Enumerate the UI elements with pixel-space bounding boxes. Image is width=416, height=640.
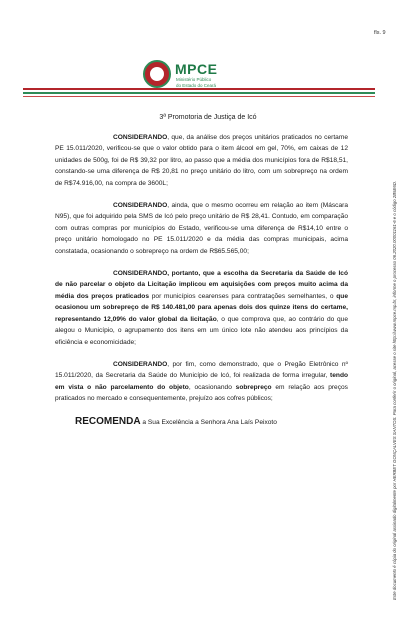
paragraph-2	[55, 200, 348, 257]
document-body	[55, 132, 348, 437]
paragraph-4-text-2: , ocasionando	[188, 383, 236, 391]
paragraph-4-text-1: , por fim, como demonstrado, que o Pregão Eletrônico nº 15.011/2020, da Secretaria da Saúde do Município de Icó, foi realizada de forma irregular,	[55, 360, 348, 380]
logo-title: MPCE	[175, 61, 218, 77]
paragraph-2-text: , ainda, que o mesmo ocorreu em relação ao item (Máscara N95), que foi adquirido pela SMS de Icó pelo preço unitário de R$ 28,41. Contudo, em comparação com outras compras por municípios do Estado, verificou-se uma diferença de R$14,10 entre o preço unitário homologado no PE 15.011/2020 e da média das compras municipais, acima constatada, ocasionando o sobrepreço na ordem de R$65.565,00;	[55, 202, 348, 255]
logo-subtitle-line2: do Estado do Ceará	[176, 82, 217, 88]
paragraph-2-lead: CONSIDERANDO	[113, 202, 168, 210]
logo-subtitle-line1: Ministério Público	[176, 77, 212, 82]
recommendation-text: a Sua Excelência a Senhora Ana Laís Peixoto	[140, 418, 277, 426]
office-name: 3ª Promotoria de Justiça de Icó	[159, 114, 257, 121]
paragraph-1	[55, 132, 348, 189]
verification-side-note: Este documento é cópia do original assinado digitalmente por HERBET GONÇALVES SANTOS. Para conferir o original, acesse o site http://www.mpce.mp.br, informe o processo 06.2020.00001161-6 e o código 2B5E6D.	[392, 180, 397, 600]
recommendation-lead: RECOMENDA	[75, 415, 141, 427]
paragraph-1-lead: CONSIDERANDO	[113, 134, 168, 141]
paragraph-3-bold-2: que ocasionou um sobrepreço de R$ 140.481,00 para apenas dois dos quinze itens do certame, representando 12,09% do valor global da licitação	[55, 292, 348, 323]
header-band	[23, 88, 375, 102]
paragraph-4-lead: CONSIDERANDO	[113, 360, 168, 368]
page-number: fls. 9	[374, 30, 386, 36]
paragraph-3-text-1: por municípios cearenses para contratações semelhantes, o	[148, 292, 337, 300]
paragraph-4	[55, 359, 348, 405]
paragraph-3	[55, 268, 348, 348]
mpce-emblem-icon	[143, 60, 171, 88]
paragraph-1-text: , que, da análise dos preços unitários praticados no certame PE 15.011/2020, verificou-se que o valor obtido para o item álcool em gel, 70%, em caixas de 12 unidades de 500g, foi de R$ 39,32 por litro, ao passo que a média dos municípios fora de R$18,51, constando-se uma diferença de R$ 20,81 no preço unitário do litro, com um sobrepreço na ordem de R$74.916,00, na compra de 3600L;	[55, 134, 348, 187]
paragraph-3-bold-1: CONSIDERANDO, portanto, que a escolha da Secretaria da Saúde de Icó de não parcelar o objeto da Licitação implicou em aquisições com preços muito acima da média dos preços praticados	[55, 270, 348, 300]
paragraph-4-text-3: em relação aos preços praticados no mercado e consequentemente, prejuízo aos cofres públicos;	[55, 383, 348, 403]
paragraph-4-bold-1: tendo em vista o não parcelamento do objeto	[55, 372, 348, 391]
paragraph-3-text-2: , o que comprova que, ao contrário do que alegou o Município, o agrupamento dos itens em um único lote não atendeu aos princípios da eficiência e economicidade;	[55, 315, 348, 346]
logo-subtitle	[176, 77, 236, 88]
recommendation-line	[55, 416, 348, 427]
paragraph-4-bold-2: sobrepreço	[235, 383, 272, 391]
